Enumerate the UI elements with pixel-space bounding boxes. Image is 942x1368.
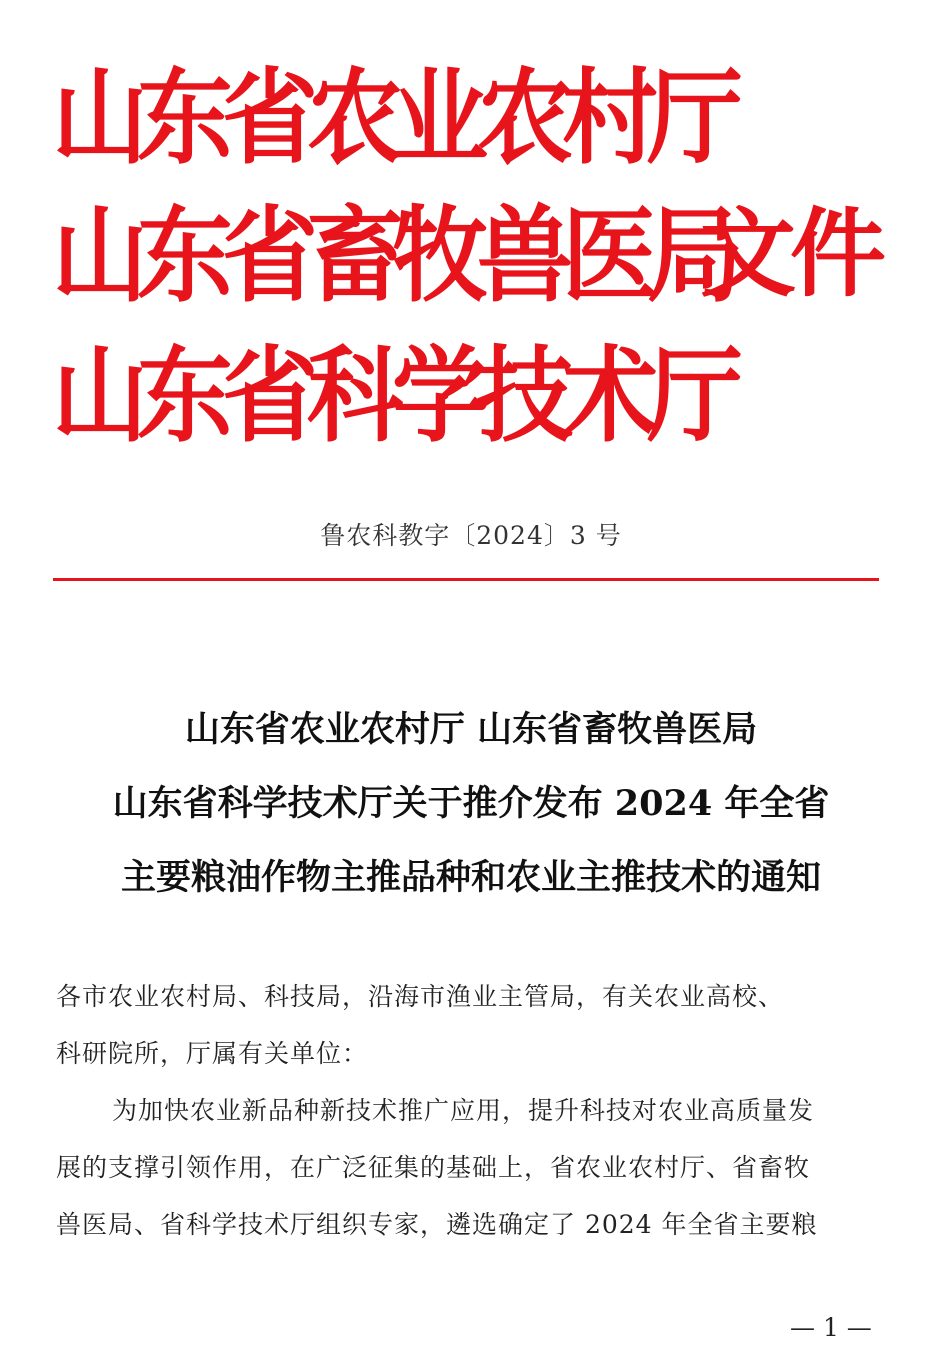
issuer-name-animal-husbandry: 山东省畜牧兽医局 [52,195,732,317]
body-paragraph-line-2: 展的支撑引领作用，在广泛征集的基础上，省农业农村厅、省畜牧 [56,1153,811,1182]
red-divider-line [53,578,879,581]
recipients-line-2: 科研院所，厅属有关单位： [56,1039,369,1068]
page-number: — 1 — [790,1313,872,1342]
notice-title-line-3: 主要粮油作物主推品种和农业主推技术的通知 [120,857,821,898]
recipients-line-1: 各市农业农村局、科技局，沿海市渔业主管局，有关农业高校、 [56,982,785,1011]
issuer-name-agriculture: 山东省农业农村厅 [52,57,732,179]
document-header-suffix: 文件 [700,198,880,310]
document-number: 鲁农科教字〔2024〕3 号 [320,521,622,550]
body-paragraph-line-3: 兽医局、省科学技术厅组织专家，遴选确定了 2024 年全省主要粮 [56,1210,818,1239]
notice-title-line-2: 山东省科学技术厅关于推介发布 2024 年全省 [112,783,830,824]
issuer-name-science-technology: 山东省科学技术厅 [52,335,732,457]
body-paragraph-line-1: 为加快农业新品种新技术推广应用，提升科技对农业高质量发 [112,1096,815,1125]
notice-title-line-1: 山东省农业农村厅 山东省畜牧兽医局 [184,709,758,750]
